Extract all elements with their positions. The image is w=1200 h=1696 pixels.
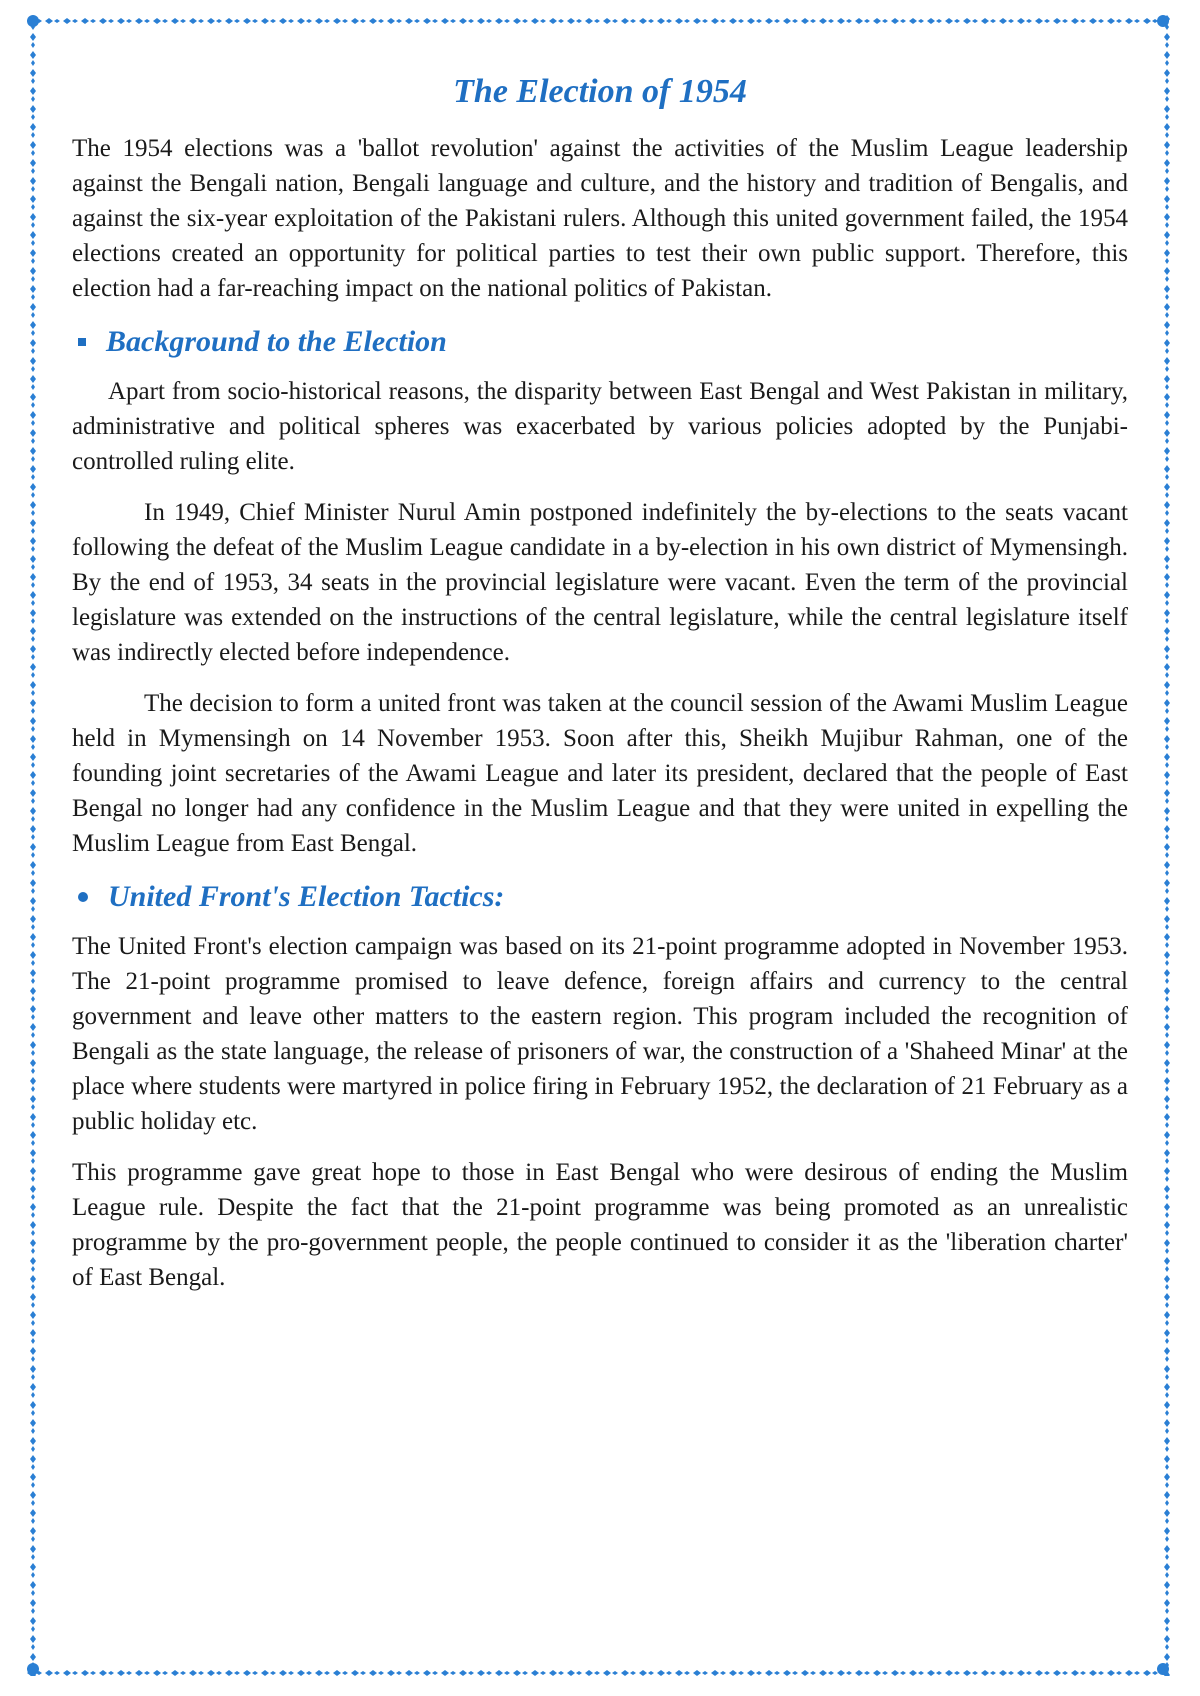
section-heading-text: United Front's Election Tactics:: [108, 879, 505, 913]
document-content: [72, 72, 1128, 1311]
tactics-paragraph-2: This programme gave great hope to those in East Bengal who were desirous of ending the Muslim League rule. Despite the fact that the 21-point programme was being promoted as an unrealistic programme by the pro-government people, the people continued to consider it as the 'liberation charter' of East Bengal.: [72, 1158, 1128, 1291]
background-paragraph-3: The decision to form a united front was taken at the council session of the Awami Muslim League held in Mymensingh on 14 November 1953. Soon after this, Sheikh Mujibur Rahman, one of the founding joint secretaries of the Awami League and later its president, declared that the people of East Bengal no longer had any confidence in the Muslim League and that they were united in expelling the Muslim League from East Bengal.: [72, 689, 1128, 857]
intro-paragraph: The 1954 elections was a 'ballot revolution' against the activities of the Muslim League leadership against the Bengali nation, Bengali language and culture, and the history and tradition of Bengalis, and against the six-year exploitation of the Pakistani rulers. Although this united government failed, the 1954 elections created an opportunity for political parties to test their own public support. Therefore, this election had a far-reaching impact on the national politics of Pakistan.: [72, 134, 1128, 302]
round-bullet-icon: [78, 892, 88, 902]
section-heading-tactics: [72, 879, 1128, 915]
background-paragraph-1: Apart from socio-historical reasons, the disparity between East Bengal and West Pakistan in military, administrative and political spheres was exacerbated by various policies adopted by the Punjabi-controlled ruling elite.: [72, 377, 1128, 475]
section-heading-text: Background to the Election: [106, 324, 447, 358]
square-bullet-icon: [78, 338, 86, 346]
section-heading-background: [72, 324, 1128, 360]
page-title: The Election of 1954: [453, 73, 747, 110]
background-paragraph-2: In 1949, Chief Minister Nurul Amin postponed indefinitely the by-elections to the seats vacant following the defeat of the Muslim League candidate in a by-election in his own district of Mymensingh. By the end of 1953, 34 seats in the provincial legislature were vacant. Even the term of the provincial legislature was extended on the instructions of the central legislature, while the central legislature itself was indirectly elected before independence.: [72, 498, 1128, 666]
tactics-paragraph-1: The United Front's election campaign was based on its 21-point programme adopted in November 1953. The 21-point programme promised to leave defence, foreign affairs and currency to the central government and leave other matters to the eastern region. This program included the recognition of Bengali as the state language, the release of prisoners of war, the construction of a 'Shaheed Minar' at the place where students were martyred in police firing in February 1952, the declaration of 21 February as a public holiday etc.: [72, 932, 1128, 1135]
